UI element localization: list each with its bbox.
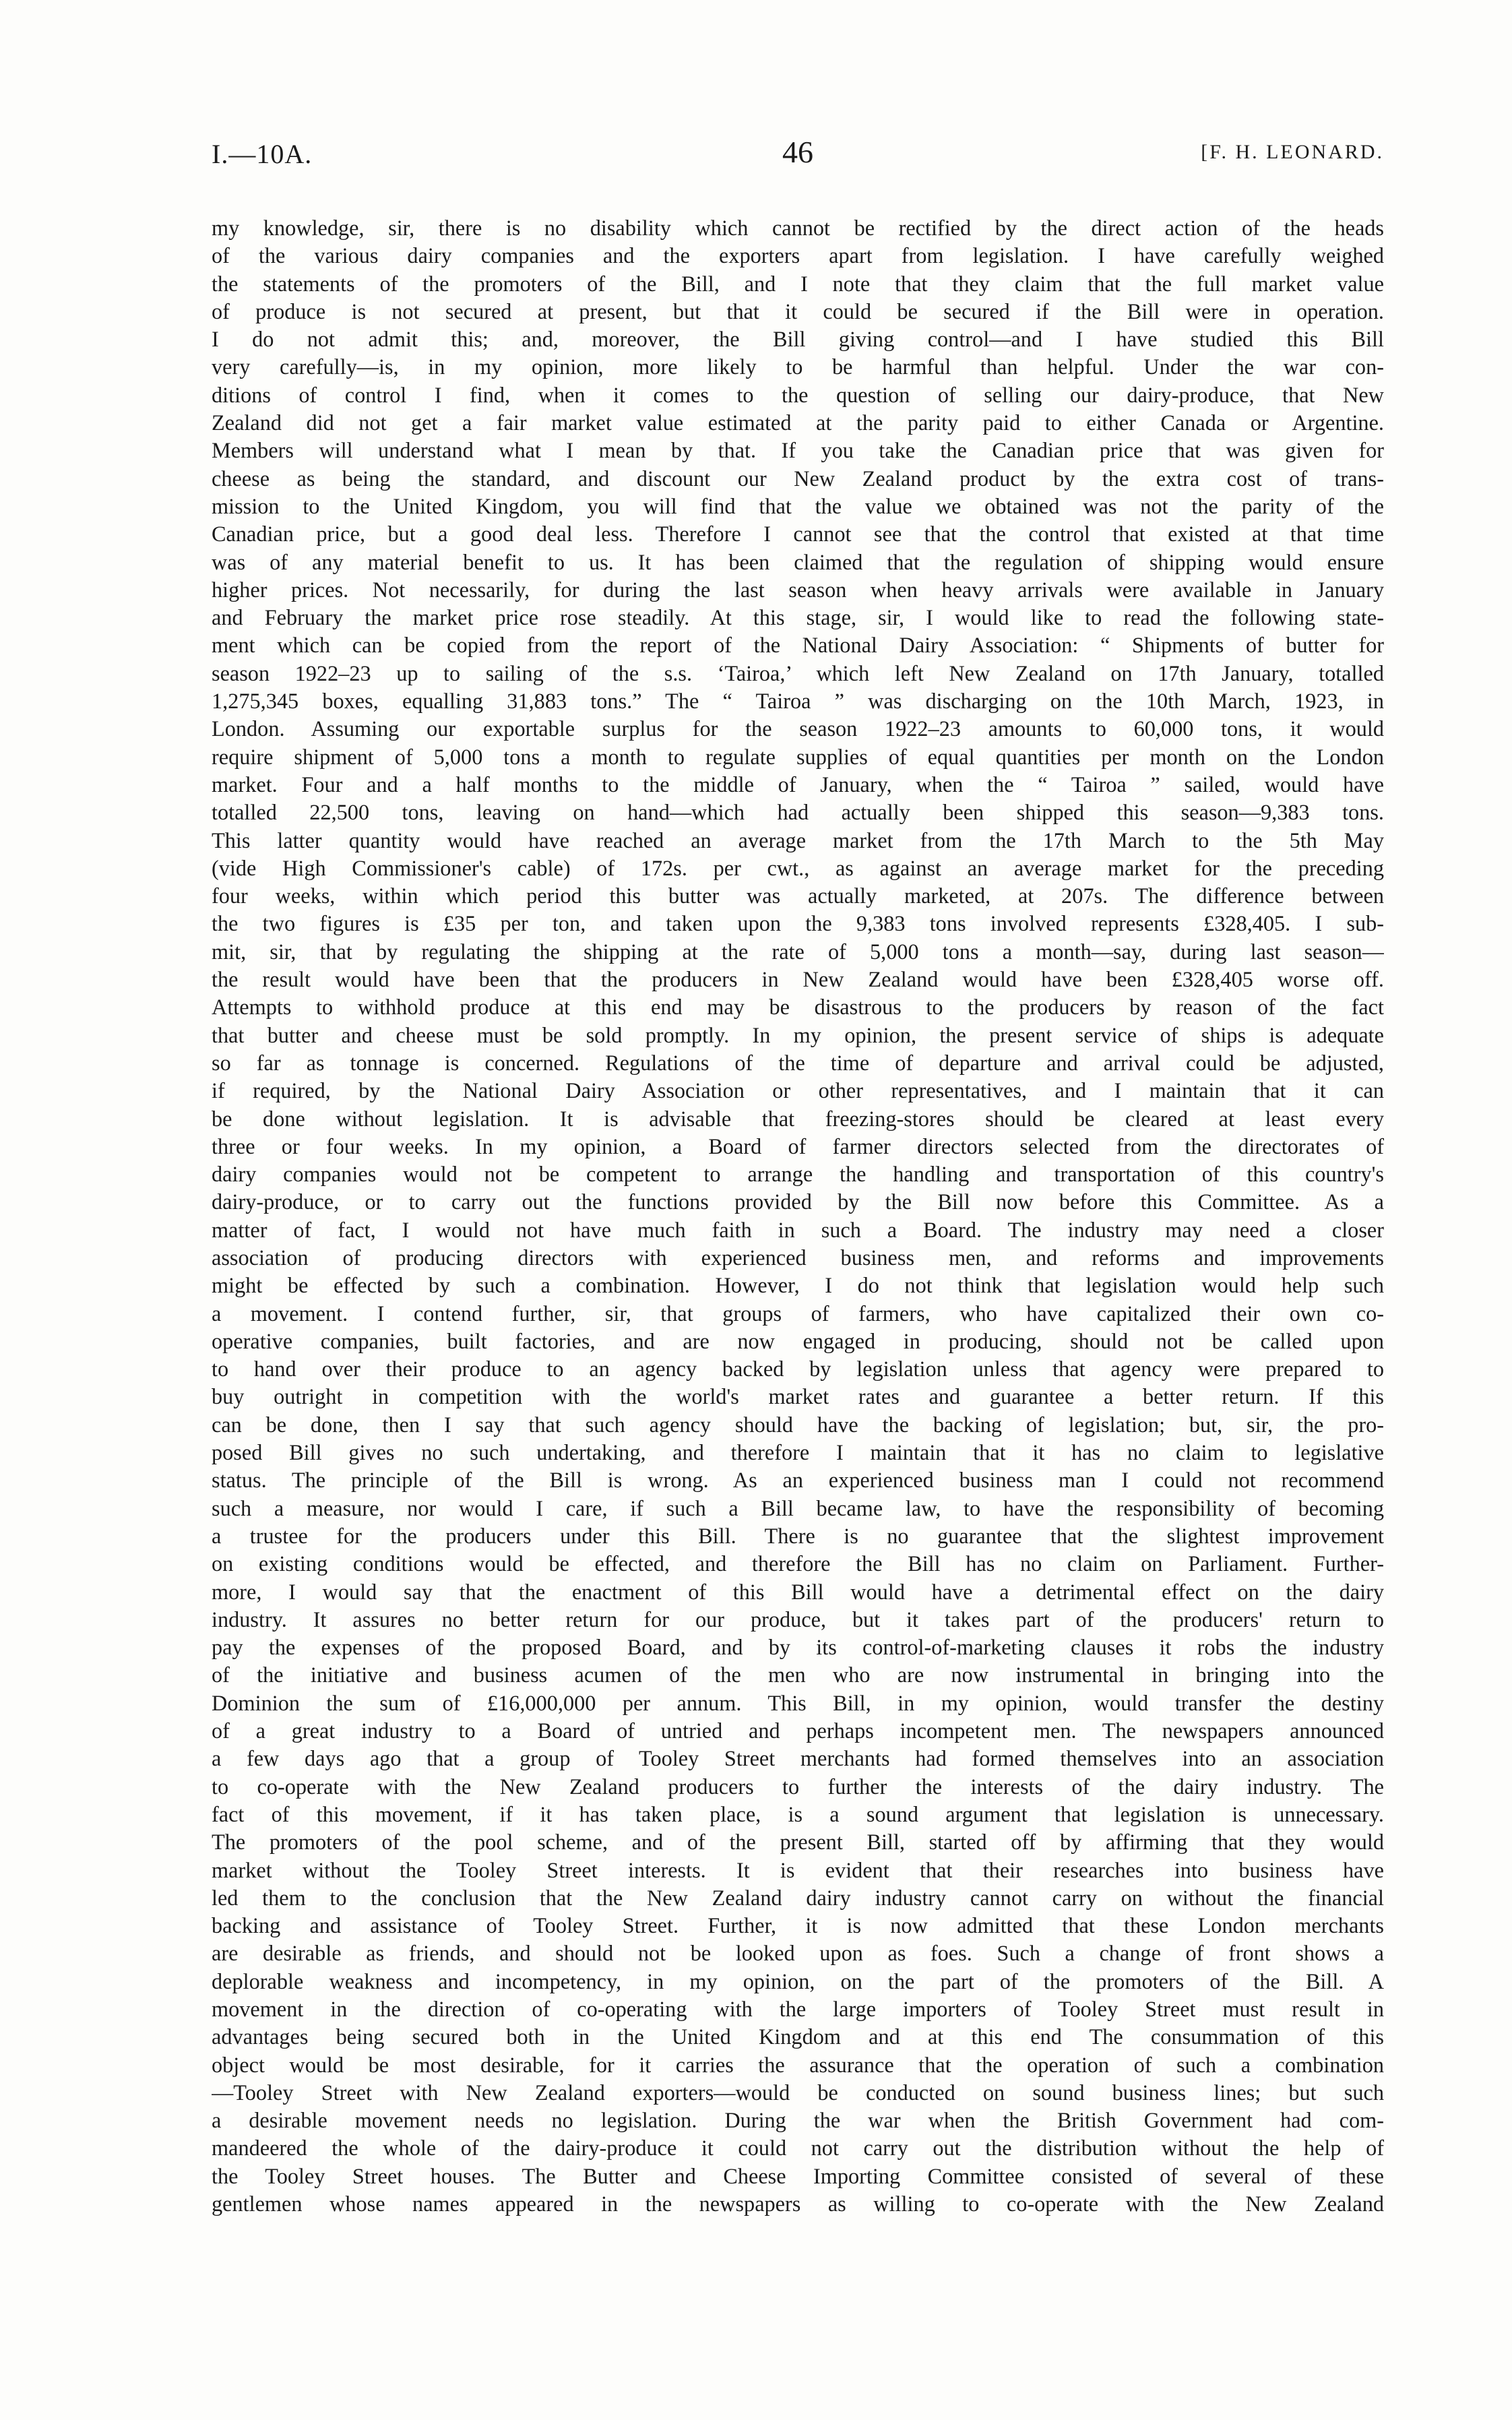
- text-line: The promoters of the pool scheme, and of the present Bill, started off by affirming that they would: [212, 1830, 1384, 1855]
- text-line: Attempts to withhold produce at this end may be disastrous to the producers by reason of the fact: [212, 995, 1384, 1020]
- text-line: my knowledge, sir, there is no disability which cannot be rectified by the direct action of the heads: [212, 216, 1384, 240]
- text-line: industry. It assures no better return for our produce, but it takes part of the producers' return to: [212, 1607, 1384, 1632]
- text-line: the Tooley Street houses. The Butter and Cheese Importing Committee consisted of several of these: [212, 2163, 1384, 2188]
- text-line: —Tooley Street with New Zealand exporters—would be conducted on sound business lines; but such: [212, 2080, 1384, 2105]
- text-line: a trustee for the producers under this Bill. There is no guarantee that the slightest improvement: [212, 1523, 1384, 1548]
- text-line: ment which can be copied from the report of the National Dairy Association: “ Shipments of butter for: [212, 633, 1384, 658]
- text-line: mission to the United Kingdom, you will find that the value we obtained was not the parity of the: [212, 493, 1384, 518]
- text-line: four weeks, within which period this butter was actually marketed, at 207s. The difference between: [212, 883, 1384, 908]
- body-text: [212, 214, 1384, 2218]
- text-line: object would be most desirable, for it carries the assurance that the operation of such a combination: [212, 2052, 1384, 2077]
- text-line: I do not admit this; and, moreover, the Bill giving control—and I have studied this Bill: [212, 327, 1384, 352]
- text-line: on existing conditions would be effected, and therefore the Bill has no claim on Parliament. Further-: [212, 1551, 1384, 1576]
- text-line: London. Assuming our exportable surplus for the season 1922–23 amounts to 60,000 tons, it would: [212, 716, 1384, 741]
- text-line: mit, sir, that by regulating the shipping at the rate of 5,000 tons a month—say, during last season—: [212, 939, 1384, 964]
- text-line: 1,275,345 boxes, equalling 31,883 tons.” The “ Tairoa ” was discharging on the 10th March, 1923, in: [212, 689, 1384, 714]
- text-line: a desirable movement needs no legislation. During the war when the British Government had com-: [212, 2108, 1384, 2133]
- text-line: posed Bill gives no such undertaking, and therefore I maintain that it has no claim to legislative: [212, 1440, 1384, 1465]
- text-line: association of producing directors with experienced business men, and reforms and improvements: [212, 1245, 1384, 1270]
- text-line: a few days ago that a group of Tooley Street merchants had formed themselves into an association: [212, 1746, 1384, 1771]
- text-line: was of any material benefit to us. It has been claimed that the regulation of shipping would ensure: [212, 549, 1384, 574]
- text-line: require shipment of 5,000 tons a month to regulate supplies of equal quantities per month on the London: [212, 744, 1384, 769]
- text-line: so far as tonnage is concerned. Regulations of the time of departure and arrival could be adjusted,: [212, 1050, 1384, 1075]
- text-line: market without the Tooley Street interests. It is evident that their researches into business have: [212, 1857, 1384, 1882]
- text-line: Canadian price, but a good deal less. Therefore I cannot see that the control that existed at that time: [212, 522, 1384, 547]
- text-line: very carefully—is, in my opinion, more likely to be harmful than helpful. Under the war con-: [212, 354, 1384, 379]
- document-reference: I.—10A.: [212, 139, 313, 169]
- text-line: to co-operate with the New Zealand producers to further the interests of the dairy industry. The: [212, 1774, 1384, 1799]
- text-line: are desirable as friends, and should not be looked upon as foes. Such a change of front shows a: [212, 1941, 1384, 1966]
- text-line: movement in the direction of co-operating with the large importers of Tooley Street must result in: [212, 1997, 1384, 2021]
- text-line: such a measure, nor would I care, if such a Bill became law, to have the responsibility of becoming: [212, 1495, 1384, 1520]
- text-line: and February the market price rose steadily. At this stage, sir, I would like to read the following state-: [212, 605, 1384, 630]
- text-line: the result would have been that the producers in New Zealand would have been £328,405 worse off.: [212, 967, 1384, 992]
- text-line: dairy companies would not be competent to arrange the handling and transportation of this country's: [212, 1162, 1384, 1187]
- text-line: mandeered the whole of the dairy-produce it could not carry out the distribution without the help of: [212, 2136, 1384, 2161]
- text-line: dairy-produce, or to carry out the functions provided by the Bill now before this Committee. As a: [212, 1189, 1384, 1214]
- text-line: of the initiative and business acumen of the men who are now instrumental in bringing into the: [212, 1663, 1384, 1687]
- text-line: This latter quantity would have reached an average market from the 17th March to the 5th May: [212, 828, 1384, 852]
- page-header: [212, 135, 1384, 179]
- text-line: operative companies, built factories, and are now engaged in producing, should not be called upon: [212, 1328, 1384, 1353]
- text-line: season 1922–23 up to sailing of the s.s. ‘Tairoa,’ which left New Zealand on 17th January, totalled: [212, 660, 1384, 685]
- text-line: matter of fact, I would not have much faith in such a Board. The industry may need a closer: [212, 1217, 1384, 1242]
- text-line: three or four weeks. In my opinion, a Board of farmer directors selected from the directorates of: [212, 1134, 1384, 1158]
- text-line: can be done, then I say that such agency should have the backing of legislation; but, sir, the pro-: [212, 1412, 1384, 1437]
- text-line: fact of this movement, if it has taken place, is a sound argument that legislation is unnecessary.: [212, 1801, 1384, 1826]
- text-line: led them to the conclusion that the New Zealand dairy industry cannot carry on without the financial: [212, 1885, 1384, 1910]
- text-line: of a great industry to a Board of untried and perhaps incompetent men. The newspapers announced: [212, 1718, 1384, 1743]
- text-line: higher prices. Not necessarily, for during the last season when heavy arrivals were available in January: [212, 577, 1384, 602]
- text-line: might be effected by such a combination. However, I do not think that legislation would help such: [212, 1273, 1384, 1298]
- text-line: pay the expenses of the proposed Board, and by its control-of-marketing clauses it robs the industry: [212, 1635, 1384, 1660]
- text-line: status. The principle of the Bill is wrong. As an experienced business man I could not recommend: [212, 1468, 1384, 1493]
- text-line: buy outright in competition with the world's market rates and guarantee a better return. If this: [212, 1384, 1384, 1409]
- text-line: more, I would say that the enactment of this Bill would have a detrimental effect on the dairy: [212, 1579, 1384, 1604]
- text-line: the two figures is £35 per ton, and taken upon the 9,383 tons involved represents £328,405. I sub-: [212, 911, 1384, 936]
- text-line: be done without legislation. It is advisable that freezing-stores should be cleared at least every: [212, 1106, 1384, 1131]
- text-line: if required, by the National Dairy Association or other representatives, and I maintain that it can: [212, 1078, 1384, 1103]
- text-line: Members will understand what I mean by that. If you take the Canadian price that was given for: [212, 438, 1384, 463]
- text-line: backing and assistance of Tooley Street. Further, it is now admitted that these London merchants: [212, 1913, 1384, 1938]
- text-line: to hand over their produce to an agency backed by legislation unless that agency were prepared to: [212, 1357, 1384, 1382]
- text-line: a movement. I contend further, sir, that groups of farmers, who have capitalized their own co-: [212, 1301, 1384, 1326]
- text-line: advantages being secured both in the United Kingdom and at this end The consummation of this: [212, 2024, 1384, 2049]
- text-line: the statements of the promoters of the Bill, and I note that they claim that the full market value: [212, 271, 1384, 296]
- page-number: 46: [782, 135, 813, 169]
- text-line: ditions of control I find, when it comes to the question of selling our dairy-produce, that New: [212, 382, 1384, 407]
- text-line: totalled 22,500 tons, leaving on hand—which had actually been shipped this season—9,383 tons.: [212, 800, 1384, 825]
- text-line: that butter and cheese must be sold promptly. In my opinion, the present service of ships is adequate: [212, 1022, 1384, 1047]
- text-line: gentlemen whose names appeared in the newspapers as willing to co-operate with the New Zealand: [212, 2192, 1384, 2216]
- text-line: of the various dairy companies and the exporters apart from legislation. I have carefully weighed: [212, 243, 1384, 268]
- text-line: deplorable weakness and incompetency, in my opinion, on the part of the promoters of the Bill. A: [212, 1968, 1384, 1993]
- speaker-name: [F. H. LEONARD.: [1201, 141, 1384, 163]
- text-line: Zealand did not get a fair market value estimated at the parity paid to either Canada or Argentine.: [212, 410, 1384, 435]
- text-line: market. Four and a half months to the middle of January, when the “ Tairoa ” sailed, would have: [212, 772, 1384, 797]
- text-line: cheese as being the standard, and discount our New Zealand product by the extra cost of trans-: [212, 466, 1384, 491]
- text-line: (vide High Commissioner's cable) of 172s. per cwt., as against an average market for the preceding: [212, 855, 1384, 880]
- text-line: Dominion the sum of £16,000,000 per annum. This Bill, in my opinion, would transfer the destiny: [212, 1690, 1384, 1715]
- text-line: of produce is not secured at present, but that it could be secured if the Bill were in operation.: [212, 299, 1384, 323]
